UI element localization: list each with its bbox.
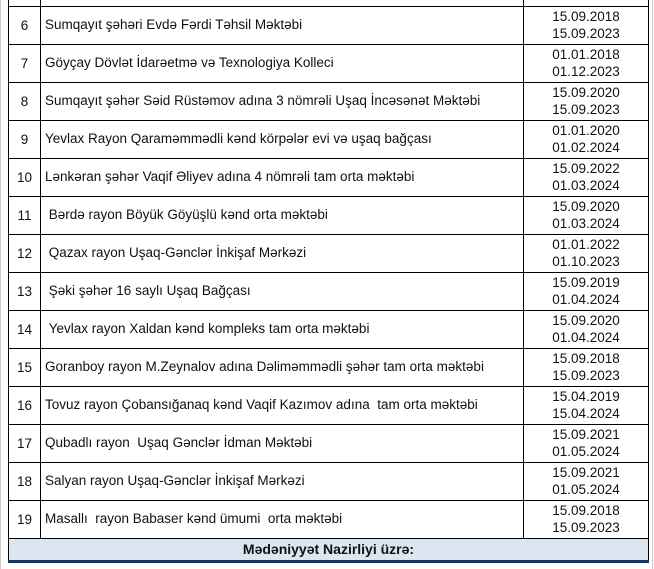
dates-cell <box>524 424 649 462</box>
table-row <box>9 348 649 386</box>
end-date: 01.10.2023 <box>552 254 620 269</box>
dates-cell <box>524 272 649 310</box>
institution-name-cell: Qazax rayon Uşaq-Gənclər İnkişaf Mərkəzi <box>41 234 524 272</box>
dates-cell <box>524 386 649 424</box>
right-gridline <box>652 0 653 569</box>
institution-name-cell: Qubadlı rayon Uşaq Gənclər İdman Məktəbi <box>41 424 524 462</box>
table-row <box>9 234 649 272</box>
footer-row <box>9 538 649 561</box>
dates-cell <box>524 158 649 196</box>
start-date: 01.01.2018 <box>552 47 620 62</box>
row-number-cell: 8 <box>9 82 41 120</box>
start-date: 15.09.2020 <box>552 85 620 100</box>
institution-name-cell: Goranboy rayon M.Zeynalov adına Dəliməmmədli şəhər tam orta məktəbi <box>41 348 524 386</box>
end-date: 15.04.2024 <box>552 406 620 421</box>
table-row <box>9 386 649 424</box>
end-date: 01.02.2024 <box>552 140 620 155</box>
table-row <box>9 44 649 82</box>
row-number-cell: 10 <box>9 158 41 196</box>
start-date: 15.09.2019 <box>552 275 620 290</box>
start-date: 15.04.2019 <box>552 389 620 404</box>
row-number-cell: 17 <box>9 424 41 462</box>
start-date: 15.09.2021 <box>552 427 620 442</box>
institution-name-cell: Bərdə rayon Böyük Göyüşlü kənd orta məktəbi <box>41 196 524 234</box>
start-date: 15.09.2021 <box>552 465 620 480</box>
institution-name-cell: Sumqayıt şəhəri Evdə Fərdi Təhsil Məktəbi <box>41 6 524 44</box>
row-number-cell: 7 <box>9 44 41 82</box>
start-date: 01.01.2022 <box>552 237 620 252</box>
table-row <box>9 500 649 538</box>
start-date: 15.09.2022 <box>552 161 620 176</box>
institutions-table <box>8 0 649 563</box>
dates-cell <box>524 120 649 158</box>
row-number-cell: 15 <box>9 348 41 386</box>
institution-name-cell: Şəki şəhər 16 saylı Uşaq Bağçası <box>41 272 524 310</box>
end-date: 15.09.2023 <box>552 102 620 117</box>
footer-label: Mədəniyyət Nazirliyi üzrə: <box>9 538 649 561</box>
institution-name-cell: Göyçay Dövlət İdarəetmə və Texnologiya Kolleci <box>41 44 524 82</box>
table-row <box>9 272 649 310</box>
row-number-cell: 16 <box>9 386 41 424</box>
table-row <box>9 310 649 348</box>
row-number-cell: 18 <box>9 462 41 500</box>
row-number-cell: 6 <box>9 6 41 44</box>
institution-name-cell: Sumqayıt şəhər Səid Rüstəmov adına 3 nömrəli Uşaq İncəsənət Məktəbi <box>41 82 524 120</box>
institution-name-cell: Yevlax Rayon Qaraməmmədli kənd körpələr evi və uşaq bağçası <box>41 120 524 158</box>
dates-cell <box>524 500 649 538</box>
end-date: 15.09.2023 <box>552 26 620 41</box>
table-row <box>9 6 649 44</box>
end-date: 01.03.2024 <box>552 216 620 231</box>
dates-cell <box>524 462 649 500</box>
table-row <box>9 82 649 120</box>
dates-cell <box>524 348 649 386</box>
institution-name-cell: Lənkəran şəhər Vaqif Əliyev adına 4 nömrəli tam orta məktəbi <box>41 158 524 196</box>
row-number-cell: 13 <box>9 272 41 310</box>
end-date: 15.09.2023 <box>552 368 620 383</box>
end-date: 01.03.2024 <box>552 178 620 193</box>
table-row <box>9 120 649 158</box>
start-date: 15.09.2020 <box>552 199 620 214</box>
start-date: 15.09.2020 <box>552 313 620 328</box>
row-number-cell: 11 <box>9 196 41 234</box>
row-number-cell: 19 <box>9 500 41 538</box>
institution-name-cell: Tovuz rayon Çobansığanaq kənd Vaqif Kazımov adına tam orta məktəbi <box>41 386 524 424</box>
start-date: 15.09.2018 <box>552 351 620 366</box>
start-date: 15.09.2018 <box>552 503 620 518</box>
end-date: 01.12.2023 <box>552 64 620 79</box>
table-row <box>9 196 649 234</box>
table-row <box>9 462 649 500</box>
institution-name-cell: Salyan rayon Uşaq-Gənclər İnkişaf Mərkəzi <box>41 462 524 500</box>
dates-cell <box>524 6 649 44</box>
institution-name-cell: Yevlax rayon Xaldan kənd kompleks tam orta məktəbi <box>41 310 524 348</box>
table-body <box>9 0 649 561</box>
dates-cell <box>524 82 649 120</box>
table-row <box>9 158 649 196</box>
table-row <box>9 424 649 462</box>
end-date: 01.05.2024 <box>552 482 620 497</box>
start-date: 15.09.2018 <box>552 9 620 24</box>
left-gridline <box>0 0 1 569</box>
start-date: 01.01.2020 <box>552 123 620 138</box>
row-number-cell: 14 <box>9 310 41 348</box>
end-date: 15.09.2023 <box>552 520 620 535</box>
dates-cell <box>524 44 649 82</box>
end-date: 01.04.2024 <box>552 292 620 307</box>
row-number-cell: 9 <box>9 120 41 158</box>
row-number-cell: 12 <box>9 234 41 272</box>
dates-cell <box>524 234 649 272</box>
institution-name-cell: Masallı rayon Babaser kənd ümumi orta məktəbi <box>41 500 524 538</box>
end-date: 01.04.2024 <box>552 330 620 345</box>
end-date: 01.05.2024 <box>552 444 620 459</box>
dates-cell <box>524 310 649 348</box>
dates-cell <box>524 196 649 234</box>
